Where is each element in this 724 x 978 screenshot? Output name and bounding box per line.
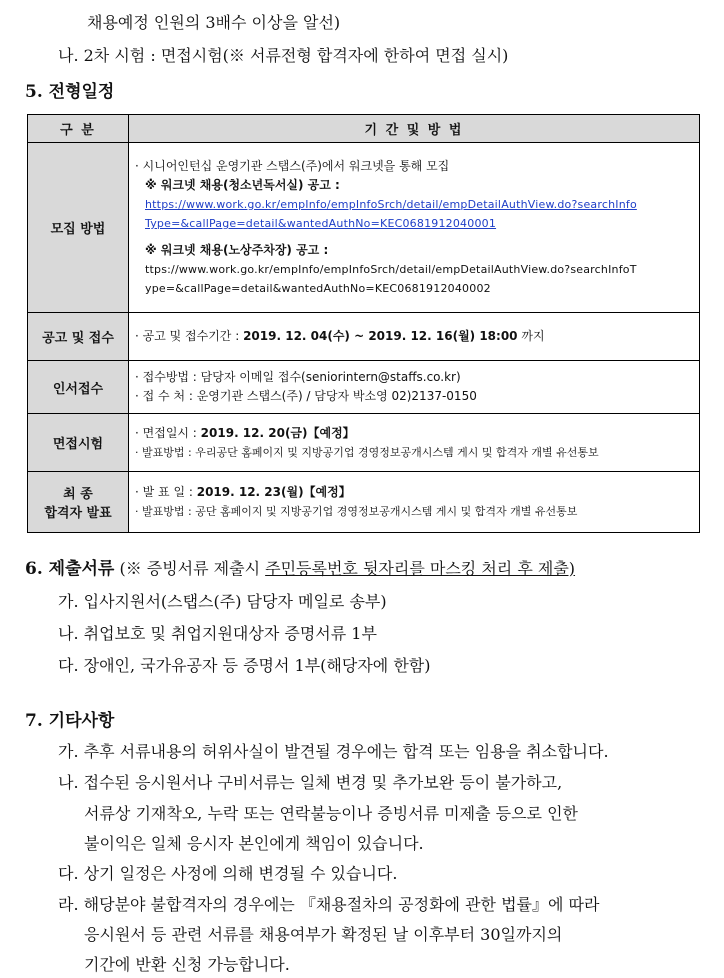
notice-period: 2019. 12. 04(수) ~ 2019. 12. 16(월) 18:00 bbox=[243, 329, 518, 343]
notice-suffix: 까지 bbox=[517, 329, 545, 343]
personnel-method: · 접수방법 : 담당자 이메일 접수(seniorintern@staffs.co.kr) bbox=[135, 370, 461, 384]
final-announce: · 발표방법 : 공단 홈페이지 및 지방공기업 경영정보공개시스템 게시 및 합격자 개별 유선통보 bbox=[135, 505, 578, 518]
section-7-title: 7. 기타사항 bbox=[25, 711, 115, 731]
intro-line-2: 나. 2차 시험 : 면접시험(※ 서류전형 합격자에 한하여 면접 실시) bbox=[58, 46, 509, 65]
section-5-title: 5. 전형일정 bbox=[25, 82, 115, 102]
row-label-final bbox=[28, 472, 129, 533]
recruit-notice-2-url-cont: ype=&callPage=detail&wantedAuthNo=KEC0681912040002 bbox=[145, 282, 491, 295]
row-interview bbox=[28, 414, 700, 472]
sec7-line-4: 불이익은 일체 응시자 본인에게 책임이 있습니다. bbox=[84, 834, 424, 853]
row-label-personnel: 인서접수 bbox=[28, 361, 129, 414]
sec7-line-8: 기간에 반환 신청 가능합니다. bbox=[84, 955, 290, 974]
row-content-final bbox=[129, 472, 700, 533]
schedule-header-row bbox=[28, 115, 700, 143]
sec6-item-1: 가. 입사지원서(스탭스(주) 담당자 메일로 송부) bbox=[58, 592, 387, 611]
header-period-method: 기 간 및 방 법 bbox=[129, 115, 700, 143]
row-label-recruit: 모집 방법 bbox=[28, 143, 129, 313]
sec7-line-3: 서류상 기재착오, 누락 또는 연락불능이나 증빙서류 미제출 등으로 인한 bbox=[84, 804, 578, 823]
recruit-notice-1-link[interactable]: https://www.work.go.kr/empInfo/empInfoSrch/detail/empDetailAuthView.do?searchInfo bbox=[145, 198, 637, 211]
header-category: 구 분 bbox=[28, 115, 129, 143]
row-notice bbox=[28, 313, 700, 361]
row-final bbox=[28, 472, 700, 533]
row-personnel bbox=[28, 361, 700, 414]
final-label-2: 합격자 발표 bbox=[44, 506, 112, 521]
final-date-prefix: · 발 표 일 : bbox=[135, 485, 197, 499]
intro-line-1: 채용예정 인원의 3배수 이상을 알선) bbox=[87, 13, 341, 32]
recruit-notice-1-link-cont[interactable]: Type=&callPage=detail&wantedAuthNo=KEC0681912040001 bbox=[145, 217, 497, 230]
row-label-notice: 공고 및 접수 bbox=[28, 313, 129, 361]
section-6-note: (※ 증빙서류 제출시 bbox=[114, 559, 266, 578]
sec7-line-5: 다. 상기 일정은 사정에 의해 변경될 수 있습니다. bbox=[58, 864, 398, 883]
notice-prefix: · 공고 및 접수기간 : bbox=[135, 329, 244, 343]
sec6-item-3: 다. 장애인, 국가유공자 등 증명서 1부(해당자에 한함) bbox=[58, 656, 431, 675]
recruit-notice-1-title: ※ 워크넷 채용(청소년독서실) 공고 : bbox=[145, 178, 340, 192]
sec7-line-7: 응시원서 등 관련 서류를 채용여부가 확정된 날 이후부터 30일까지의 bbox=[84, 925, 563, 944]
recruit-notice-2-title: ※ 워크넷 채용(노상주차장) 공고 : bbox=[145, 243, 329, 257]
personnel-office: · 접 수 처 : 운영기관 스탭스(주) / 담당자 박소영 02)2137-0150 bbox=[135, 389, 477, 403]
row-recruit bbox=[28, 143, 700, 313]
sec7-line-2: 나. 접수된 응시원서나 구비서류는 일체 변경 및 추가보완 등이 불가하고, bbox=[58, 773, 563, 792]
final-label-1: 최 종 bbox=[63, 487, 93, 502]
section-6-note-underlined: 주민등록번호 뒷자리를 마스킹 처리 후 제출) bbox=[265, 559, 576, 578]
recruit-line-1: · 시니어인턴십 운영기관 스탭스(주)에서 워크넷을 통해 모집 bbox=[135, 159, 450, 173]
sec7-line-1: 가. 추후 서류내용의 허위사실이 발견될 경우에는 합격 또는 임용을 취소합니다. bbox=[58, 742, 609, 761]
section-6-title: 6. 제출서류 bbox=[25, 559, 115, 579]
interview-date: 2019. 12. 20(금)【예정】 bbox=[200, 425, 355, 440]
row-content-personnel bbox=[129, 361, 700, 414]
interview-date-prefix: · 면접일시 : bbox=[135, 425, 201, 440]
section-6-heading bbox=[25, 554, 575, 579]
schedule-table bbox=[27, 114, 700, 533]
row-content-notice bbox=[129, 313, 700, 361]
final-date: 2019. 12. 23(월)【예정】 bbox=[196, 485, 351, 499]
row-content-recruit bbox=[129, 143, 700, 313]
row-content-interview bbox=[129, 414, 700, 472]
sec6-item-2: 나. 취업보호 및 취업지원대상자 증명서류 1부 bbox=[58, 624, 377, 643]
interview-announce: · 발표방법 : 우리공단 홈페이지 및 지방공기업 경영정보공개시스템 게시 및 합격자 개별 유선통보 bbox=[135, 445, 599, 459]
row-label-interview: 면접시험 bbox=[28, 414, 129, 472]
recruit-notice-2-url: ttps://www.work.go.kr/empInfo/empInfoSrch/detail/empDetailAuthView.do?searchInfoT bbox=[145, 263, 637, 276]
sec7-line-6: 라. 해당분야 불합격자의 경우에는 『채용절차의 공정화에 관한 법률』에 따라 bbox=[58, 895, 600, 914]
